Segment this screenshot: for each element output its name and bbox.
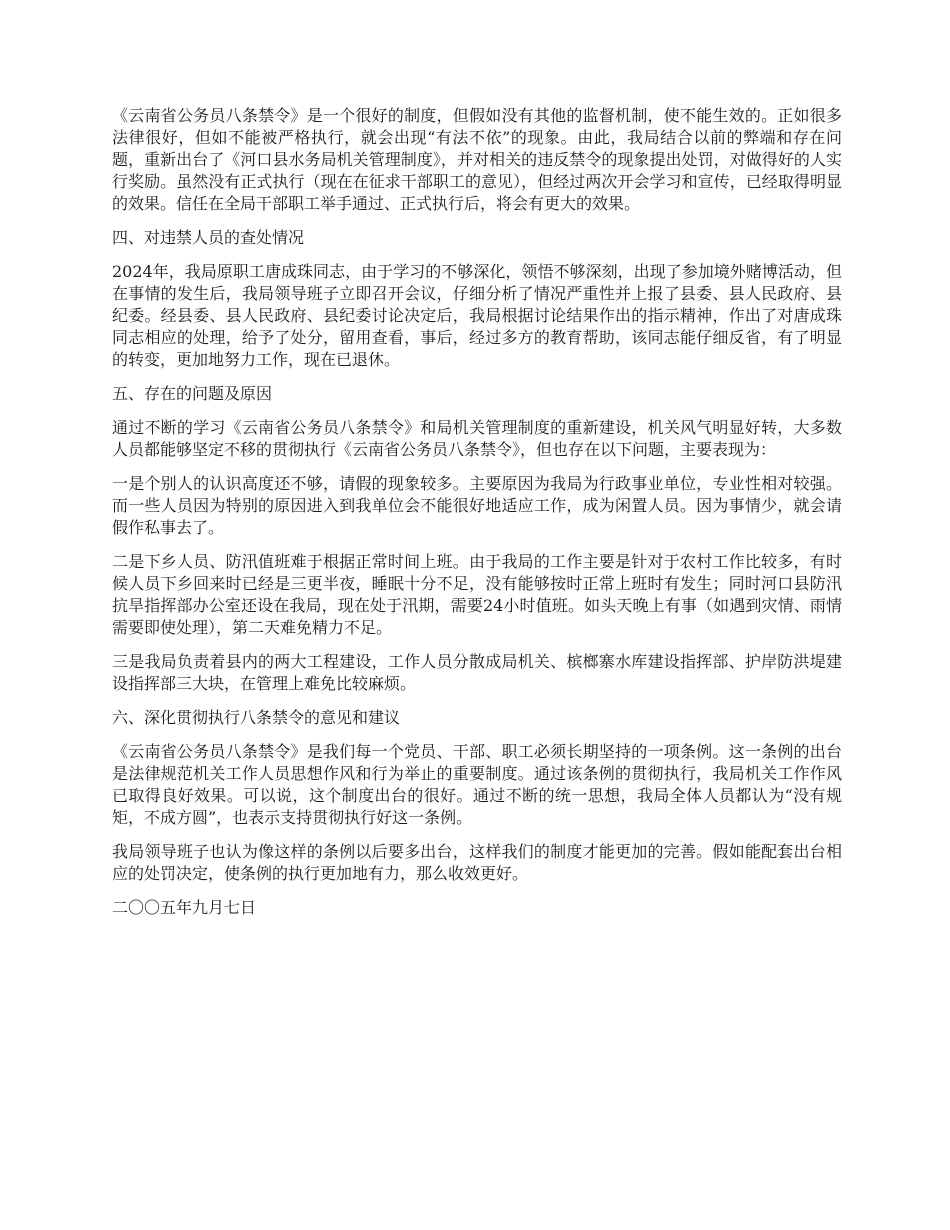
section-heading-5: 五、存在的问题及原因 — [112, 384, 273, 403]
paragraph-problem-3: 三是我局负责着县内的两大工程建设，工作人员分散成局机关、槟榔寨水库建设指挥部、护岸防洪堤建设指挥部三大块，在管理上难免比较麻烦。 — [112, 652, 842, 693]
paragraph-conclusion: 我局领导班子也认为像这样的条例以后要多出台，这样我们的制度才能更加的完善。假如能配套出台相应的处罚决定，使条例的执行更加地有力，那么收效更好。 — [112, 842, 842, 883]
paragraph-supervision: 《云南省公务员八条禁令》是一个很好的制度，但假如没有其他的监督机制，使不能生效的。正如很多法律很好，但如不能被严格执行，就会出现“有法不依”的现象。由此，我局结合以前的弊端和存在问题，重新出台了《河口县水务局机关管理制度》，并对相关的违反禁令的现象提出处罚，对做得好的人实行奖励。虽然没有正式执行（现在在征求干部职工的意见），但经过两次开会学习和宣传，已经取得明显的效果。信任在全局干部职工举手通过、正式执行后，将会有更大的效果。 — [112, 106, 842, 213]
paragraph-problem-2: 二是下乡人员、防汛值班难于根据正常时间上班。由于我局的工作主要是针对于农村工作比较多，有时候人员下乡回来时已经是三更半夜，睡眠十分不足，没有能够按时正常上班时有发生；同时河口县防汛抗旱指挥部办公室还设在我局，现在处于汛期，需要24小时值班。如头天晚上有事（如遇到灾情、雨情需要即使处理），第二天难免精力不足。 — [112, 552, 842, 637]
section-heading-4: 四、对违禁人员的查处情况 — [112, 228, 305, 247]
paragraph-problem-1: 一是个别人的认识高度还不够，请假的现象较多。主要原因为我局为行政事业单位，专业性相对较强。而一些人员因为特别的原因进入到我单位会不能很好地适应工作，成为闲置人员。因为事情少，就会请假作私事去了。 — [112, 474, 842, 537]
section-heading-6: 六、深化贯彻执行八条禁令的意见和建议 — [112, 708, 401, 727]
paragraph-suggestions: 《云南省公务员八条禁令》是我们每一个党员、干部、职工必须长期坚持的一项条例。这一条例的出台是法律规范机关工作人员思想作风和行为举止的重要制度。通过该条例的贯彻执行，我局机关工作作风已取得良好效果。可以说，这个制度出台的很好。通过不断的统一思想，我局全体人员都认为“没有规矩，不成方圆”，也表示支持贯彻执行好这一条例。 — [112, 742, 842, 827]
paragraph-violation-case: 2024年，我局原职工唐成珠同志，由于学习的不够深化，领悟不够深刻，出现了参加境外赌博活动，但在事情的发生后，我局领导班子立即召开会议，仔细分析了情况严重性并上报了县委、县人民政府、县纪委。经县委、县人民政府、县纪委讨论决定后，我局根据讨论结果作出的指示精神，作出了对唐成珠同志相应的处理，给予了处分，留用查看，事后，经过多方的教育帮助，该同志能仔细反省，有了明显的转变，更加地努力工作，现在已退休。 — [112, 262, 842, 369]
document-date: 二〇〇五年九月七日 — [112, 898, 257, 917]
paragraph-problems-intro: 通过不断的学习《云南省公务员八条禁令》和局机关管理制度的重新建设，机关风气明显好转，大多数人员都能够坚定不移的贯彻执行《云南省公务员八条禁令》，但也存在以下问题，主要表现为： — [112, 418, 842, 459]
